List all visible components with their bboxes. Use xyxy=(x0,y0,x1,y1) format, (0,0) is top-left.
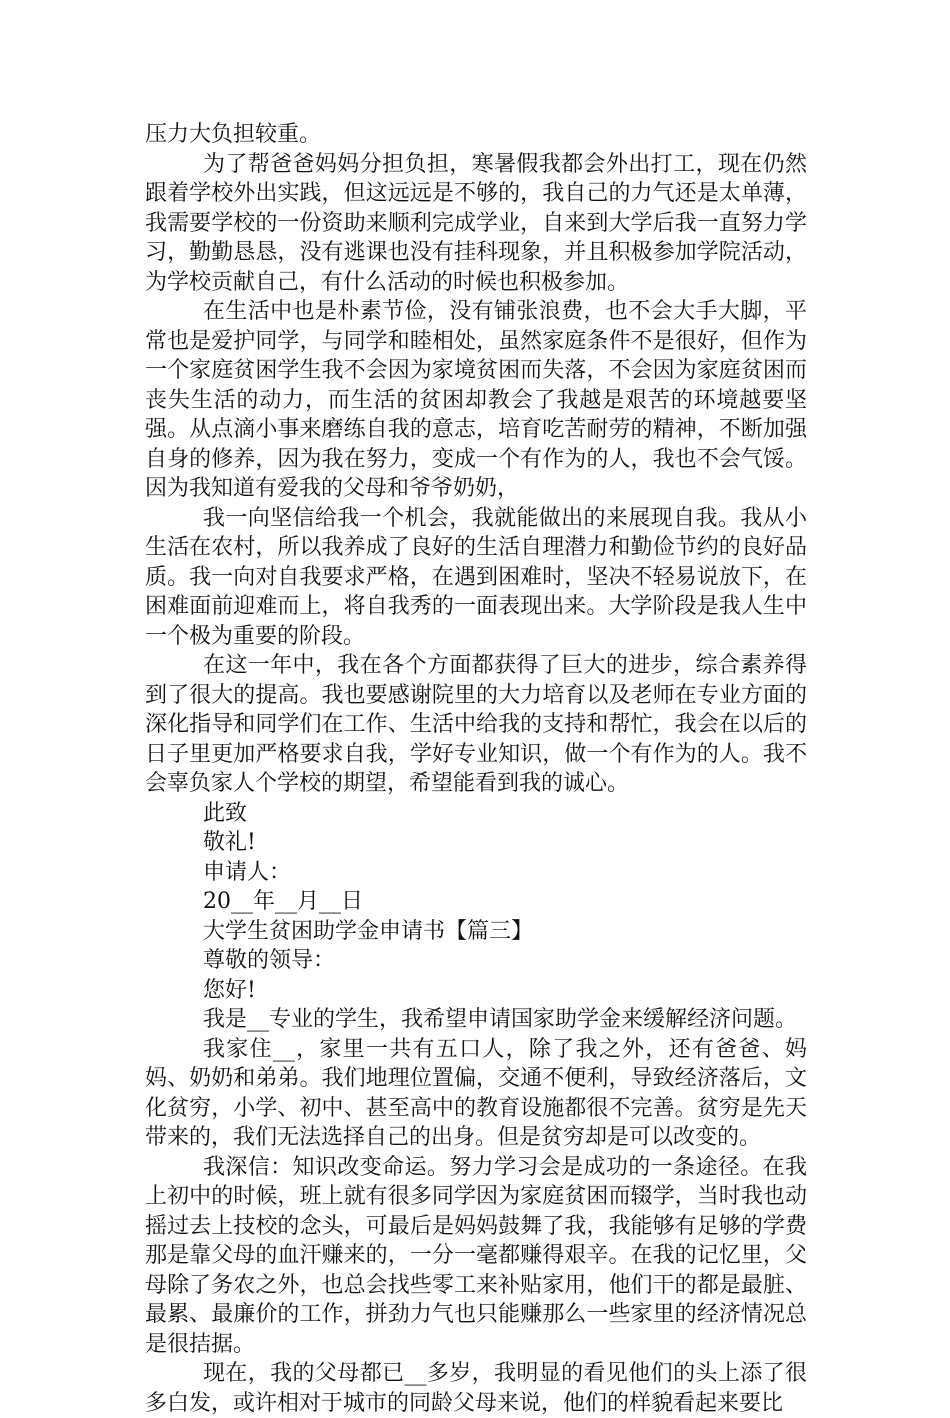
closing-salutation: 此致 xyxy=(203,800,248,826)
date-line: 20__年__月__日 xyxy=(203,889,363,914)
paragraph-family: 我家住__，家里一共有五口人，除了我之外，还有爸爸、妈妈、奶奶和弟弟。我们地理位置偏，交通不便利，导致经济落后，文化贫穷，小学、初中、甚至高中的教育设施都很不完善。贫穷是先天带来的，我们无法选择自己的出身。但是贫穷却是可以改变的。 xyxy=(145,1036,807,1150)
paragraph-self-belief: 我一向坚信给我一个机会，我就能做出的来展现自我。我从小生活在农村，所以我养成了良好的生活自理潜力和勤俭节约的良好品质。我一向对自我要求严格，在遇到困难时，坚决不轻易说放下，在困难面前迎难而上，将自我秀的一面表现出来。大学阶段是我人生中一个极为重要的阶段。 xyxy=(145,505,807,649)
paragraph-knowledge: 我深信：知识改变命运。努力学习会是成功的一条途径。在我上初中的时候，班上就有很多同学因为家庭贫困而辍学，当时我也动摇过去上技校的念头，可最后是妈妈鼓舞了我，我能够有足够的学费那是靠父母的血汗赚来的，一分一毫都赚得艰辛。在我的记忆里，父母除了务农之外，也总会找些零工来补贴家用，他们干的都是最脏、最累、最廉价的工作，拼劲力气也只能赚那么一些家里的经济情况总是很拮据。 xyxy=(145,1154,807,1357)
paragraph-parents: 现在，我的父母都已__多岁，我明显的看见他们的头上添了很多白发，或许相对于城市的同龄父母来说，他们的样貌看起来要比 xyxy=(145,1361,807,1416)
section-title: 大学生贫困助学金申请书【篇三】 xyxy=(203,918,534,944)
paragraph-progress-year: 在这一年中，我在各个方面都获得了巨大的进步，综合素养得到了很大的提高。我也要感谢院里的大力培育以及老师在专业方面的深化指导和同学们在工作、生活中给我的支持和帮忙，我会在以后的日子里更加严格要求自我，学好专业知识，做一个有作为的人。我不会辜负家人个学校的期望，希望能看到我的诚心。 xyxy=(145,653,807,796)
paragraph-part-time-work: 为了帮爸爸妈妈分担负担，寒暑假我都会外出打工，现在仍然跟着学校外出实践，但这远远是不够的，我自己的力气还是太单薄，我需要学校的一份资助来顺利完成学业，自来到大学后我一直努力学习，勤勤恳恳，没有逃课也没有挂科现象，并且积极参加学院活动，为学校贡献自己，有什么活动的时候也积极参加。 xyxy=(145,151,807,295)
document-body xyxy=(145,120,807,1418)
closing-respect: 敬礼! xyxy=(203,830,256,855)
greeting-hello: 您好! xyxy=(203,977,256,1003)
paragraph-frugal-life: 在生活中也是朴素节俭，没有铺张浪费，也不会大手大脚，平常也是爱护同学，与同学和睦相处，虽然家庭条件不是很好，但作为一个家庭贫困学生我不会因为家境贫困而失落，不会因为家庭贫困而丧失生活的动力，而生活的贫困却教会了我越是艰苦的环境越要坚强。从点滴小事来磨练自我的意志，培育吃苦耐劳的精神，不断加强自身的修养，因为我在努力，变成一个有作为的人，我也不会气馁。因为我知道有爱我的父母和爷爷奶奶， xyxy=(145,299,807,501)
applicant-label: 申请人： xyxy=(203,859,292,885)
paragraph-introduction: 我是__专业的学生，我希望申请国家助学金来缓解经济问题。 xyxy=(203,1007,798,1032)
greeting-recipient: 尊敬的领导： xyxy=(203,948,336,973)
paragraph-continuation: 压力大负担较重。 xyxy=(145,122,322,147)
